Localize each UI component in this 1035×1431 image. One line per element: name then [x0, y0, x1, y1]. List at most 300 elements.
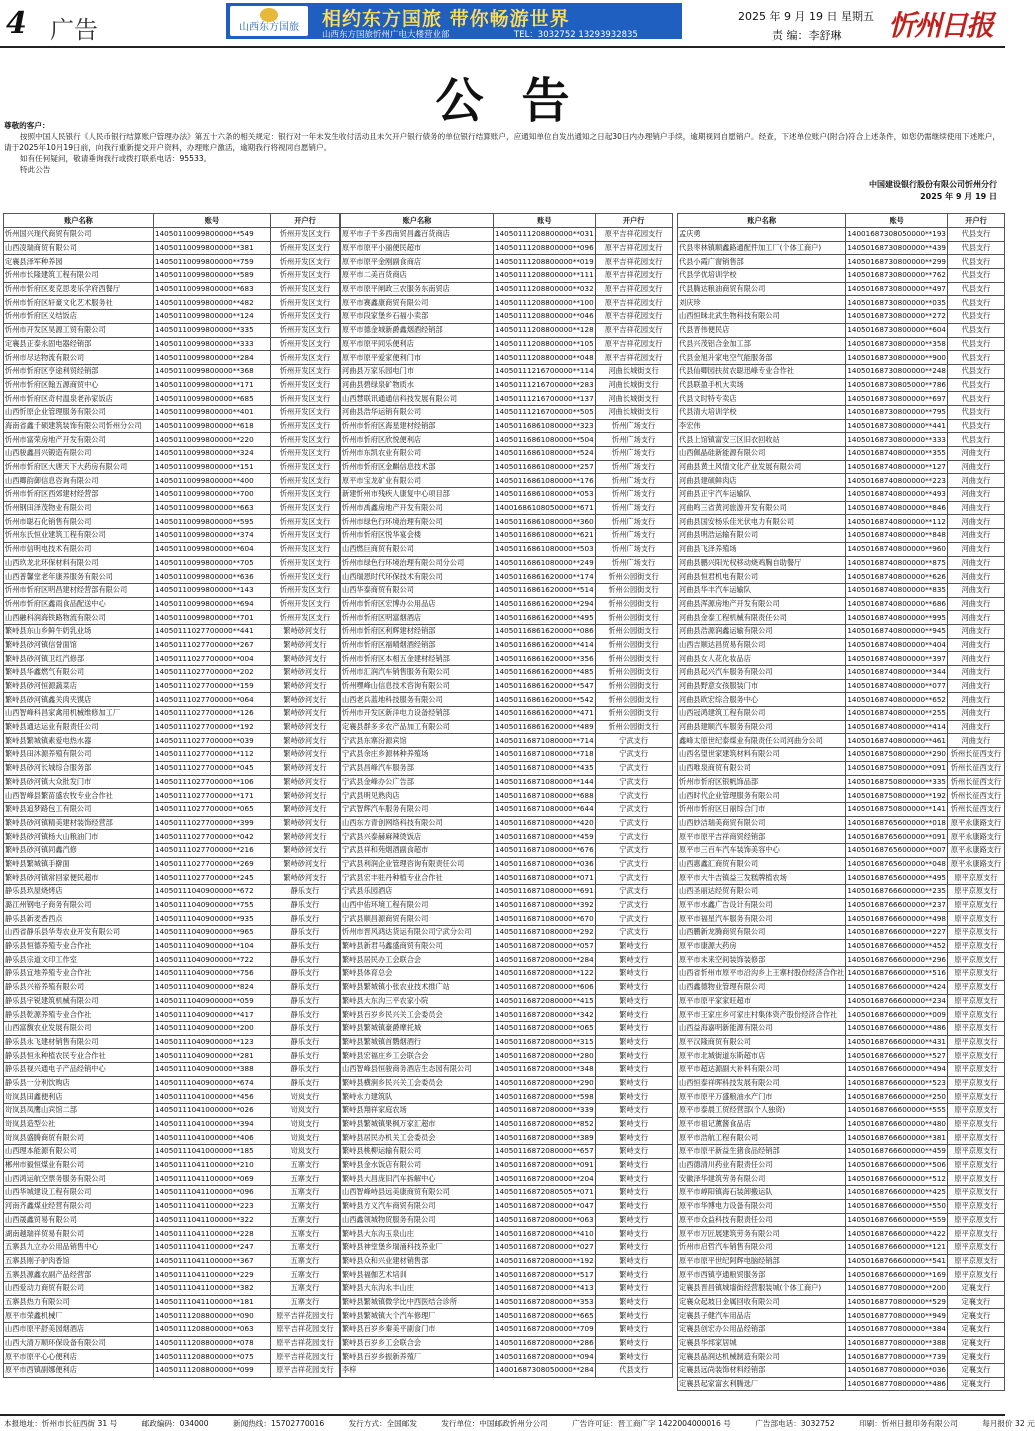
branch-name: 忻州广场支行: [595, 474, 672, 488]
account-number: 14050116871080000**459: [494, 830, 596, 844]
table-row: [341, 310, 673, 324]
table-row: [4, 1227, 340, 1241]
account-number: 14050116872080000**057: [494, 939, 596, 953]
table-row: [678, 364, 1005, 378]
branch-name: 河曲支行: [947, 460, 1004, 474]
branch-name: 静乐支行: [271, 1008, 340, 1022]
branch-name: 忻州长征西支行: [947, 761, 1004, 775]
branch-name: 五寨支行: [271, 1268, 340, 1282]
branch-name: 静乐支行: [271, 994, 340, 1008]
account-name: 岢岚县造型公社: [4, 1117, 154, 1131]
advert-banner: [226, 3, 682, 39]
account-name: 河曲县建硕鲜肉店: [678, 474, 846, 488]
account-number: 14050116861620000**356: [494, 652, 596, 666]
account-name: 忻州市忻府区明富烟酒店: [341, 611, 494, 625]
account-name: 静乐县乾源养殖专业合作社: [4, 1008, 154, 1022]
account-name: 静乐县玖屋烧烤店: [4, 885, 154, 899]
table-row: [341, 1309, 673, 1323]
account-number: 14050111040900000**200: [154, 1021, 271, 1035]
branch-name: 原平吉祥花园支行: [595, 269, 672, 283]
account-name: 鑫峰太原世纪泰煤业有限责任公司河曲分公司: [678, 734, 846, 748]
account-name: 忻州市忻府区银帆饰品部: [678, 775, 846, 789]
account-name: 潞江州钢电子商务有限公司: [4, 898, 154, 912]
account-name: 原平市赛鑫康商贸有限公司: [341, 296, 494, 310]
footer-ad-phone: 广告部电话：3032752: [755, 1419, 835, 1428]
account-name: 繁峙县砂河恒源蔬菜店: [4, 679, 154, 693]
account-number: 14050168765600000**091: [846, 830, 948, 844]
account-name: 山西恒昧北武生物科技有限公司: [678, 310, 846, 324]
branch-name: 宁武支行: [595, 748, 672, 762]
branch-name: 定襄支行: [947, 1350, 1004, 1364]
account-number: 14050110099800000**124: [154, 310, 271, 324]
branch-name: 原平吉祥花园支行: [271, 1336, 340, 1350]
account-number: 14050116871080000**036: [494, 857, 596, 871]
table-row: [341, 939, 673, 953]
account-number: 14050111027700000**159: [154, 679, 271, 693]
branch-name: 繁峙支行: [595, 1049, 672, 1063]
table-row: [4, 802, 340, 816]
account-number: 14050116861620000**294: [494, 597, 596, 611]
branch-name: 忻州开发区支行: [271, 405, 340, 419]
account-number: 14050168740800000**255: [846, 707, 948, 721]
account-number: 14050110099800000**759: [154, 255, 271, 269]
footer-address: 本报地址：忻州市长征西街 31 号: [4, 1419, 118, 1428]
branch-name: 宁武支行: [595, 898, 672, 912]
table-row: [341, 542, 673, 556]
table-row: [678, 460, 1005, 474]
table-row: [4, 529, 340, 543]
table-header-row: [4, 214, 340, 228]
account-name: 刘庆珍: [678, 296, 846, 310]
table-row: [678, 542, 1005, 556]
account-name: 山西爱动力商贸有限公司: [4, 1281, 154, 1295]
account-name: 岢岚县田鑫便利店: [4, 1090, 154, 1104]
account-number: 14050168740800000**848: [846, 529, 948, 543]
account-number: 14050116872080000**192: [494, 1254, 596, 1268]
account-name: 宁武县利润企业管理咨询有限责任公司: [341, 857, 494, 871]
account-name: 繁峙县居民办机关工会委员会: [341, 1131, 494, 1145]
account-number: 14050168765600000**018: [846, 816, 948, 830]
branch-name: 五寨支行: [271, 1158, 340, 1172]
table-row: [341, 802, 673, 816]
branch-name: 原平京原支行: [947, 953, 1004, 967]
table-row: [4, 351, 340, 365]
account-name: 繁峙县宏福庄乡工会联合会: [341, 1049, 494, 1063]
account-name: 忻州市忻府区明昌建材经营部有限公司: [4, 583, 154, 597]
account-name: 忻州市忻府区日丽综合门市: [678, 802, 846, 816]
table-row: [678, 734, 1005, 748]
branch-name: 繁峙支行: [595, 1021, 672, 1035]
account-number: 14050116861620000**471: [494, 707, 596, 721]
table-row: [678, 1377, 1005, 1391]
signature-block: [869, 179, 997, 203]
table-row: [678, 871, 1005, 885]
account-number: 14050168740800000**652: [846, 693, 948, 707]
account-number: 14050111040900000**281: [154, 1049, 271, 1063]
account-number: 14050111208800000**078: [154, 1336, 271, 1350]
branch-name: 忻州公园街支行: [595, 679, 672, 693]
branch-name: 宁武支行: [595, 885, 672, 899]
account-name: 繁峙县体育总会: [341, 967, 494, 981]
account-name: 山西华泰商贸有限公司: [341, 583, 494, 597]
account-name: 繁峙县百岁乡工会联合会: [341, 1336, 494, 1350]
account-name: 繁峙县百岁乡民兴关工会委员会: [341, 1008, 494, 1022]
account-name: 岢岚县盛腾商贸有限公司: [4, 1131, 154, 1145]
account-name: 原平市万匠展建筑劳务有限公司: [678, 1227, 846, 1241]
branch-name: 忻州公园街支行: [595, 638, 672, 652]
branch-name: 河曲支行: [947, 556, 1004, 570]
account-name: 忻州市聪石化销售有限公司: [4, 515, 154, 529]
account-number: 14050111041100000**229: [154, 1268, 271, 1282]
account-name: 湖南越瑞祥贸易有限公司: [4, 1227, 154, 1241]
table-row: [4, 405, 340, 419]
editor-credit: 责 编：李舒琳: [772, 29, 842, 42]
account-number: 14050110099800000**374: [154, 529, 271, 543]
account-name: 定襄县华邦家居城: [678, 1336, 846, 1350]
account-name: 李宏伟: [678, 419, 846, 433]
table-row: [4, 843, 340, 857]
account-name: 忻州市长隆建筑工程有限公司: [4, 269, 154, 283]
branch-name: 定襄支行: [947, 1364, 1004, 1378]
account-number: 14050116861080000**360: [494, 515, 596, 529]
table-row: [341, 296, 673, 310]
table-row: [678, 638, 1005, 652]
table-row: [4, 953, 340, 967]
table-row: [4, 1172, 340, 1186]
table-row: [4, 871, 340, 885]
issue-date: 2025 年 9 月 19 日 星期五: [738, 10, 874, 23]
branch-name: 原平吉祥花园支行: [271, 1350, 340, 1364]
account-number: 14050168740800000**127: [846, 460, 948, 474]
table-row: [341, 1295, 673, 1309]
account-number: 14050110099800000**220: [154, 433, 271, 447]
branch-name: 忻州开发区支行: [271, 447, 340, 461]
table-row: [341, 816, 673, 830]
branch-name: 原平京原支行: [947, 939, 1004, 953]
table-row: [341, 843, 673, 857]
branch-name: 忻州开发区支行: [271, 583, 340, 597]
account-number: 14050168766600000**498: [846, 912, 948, 926]
table-row: [341, 871, 673, 885]
account-number: 14050168766600000**480: [846, 1117, 948, 1131]
account-number: 14050168766600000**235: [846, 885, 948, 899]
account-name: 原平市原平家家旺超市: [678, 994, 846, 1008]
table-row: [341, 1076, 673, 1090]
account-name: 山西卿韵御信息咨询有限公司: [4, 474, 154, 488]
table-row: [678, 1186, 1005, 1200]
branch-name: 忻州公园街支行: [595, 611, 672, 625]
account-name: 静乐县视兴通电子产品经销中心: [4, 1062, 154, 1076]
account-number: 14050168765600000**048: [846, 857, 948, 871]
account-name: 静乐县一分利饮购店: [4, 1076, 154, 1090]
account-name: 原平市王家庄乡可家庄村集体资产股份经济合作社: [678, 1008, 846, 1022]
account-name: 河曲县国安杨乐佳光伏电力有限公司: [678, 515, 846, 529]
table-row: [678, 282, 1005, 296]
account-number: 14050116871080000**688: [494, 789, 596, 803]
table-row: [341, 748, 673, 762]
branch-name: 静乐支行: [271, 1076, 340, 1090]
account-number: 14050111041000000**456: [154, 1090, 271, 1104]
table-row: [678, 953, 1005, 967]
branch-name: 河曲支行: [947, 501, 1004, 515]
account-name: 繁峙县方义汽车商贸有限公司: [341, 1199, 494, 1213]
branch-name: 代县支行: [947, 296, 1004, 310]
contact-line: 如有任何疑问，敬请垂询我行或拨打联系电话：95533。: [20, 154, 212, 163]
account-number: 14050111208800000**063: [154, 1323, 271, 1337]
account-name: 山西大清万顺环保设备有限公司: [4, 1336, 154, 1350]
account-name: 山西妙洁瑞美商贸有限公司: [678, 816, 846, 830]
account-name: 山西智峰科昌家禽用机械维修加工厂: [4, 707, 154, 721]
branch-name: 原平吉祥花园支行: [271, 1309, 340, 1323]
account-number: 14050111040900000**417: [154, 1008, 271, 1022]
account-number: 14050168740800000**414: [846, 720, 948, 734]
account-name: 原平市原平同乐便利店: [341, 337, 494, 351]
table-row: [341, 1145, 673, 1159]
header-account-number: 账号: [154, 214, 271, 228]
table-row: [4, 611, 340, 625]
account-name: 山西东方青创网络科技有限公司: [341, 816, 494, 830]
account-name: 定襄县泽军种养园: [4, 255, 154, 269]
table-row: [341, 501, 673, 515]
branch-name: 河曲支行: [947, 666, 1004, 680]
branch-name: 忻州长征西支行: [947, 748, 1004, 762]
account-name: 忻州钢田泽茂物业有限公司: [4, 501, 154, 515]
table-row: [4, 378, 340, 392]
account-name: 繁峙县繁城镇大个汽车修理厂: [341, 1309, 494, 1323]
branch-name: 岢岚支行: [271, 1131, 340, 1145]
branch-name: 繁峙砂河支行: [271, 843, 340, 857]
account-number: 14050168740800000**945: [846, 624, 948, 638]
branch-name: 繁峙支行: [595, 1199, 672, 1213]
account-number: 14050168740800000**461: [846, 734, 948, 748]
branch-name: 代县支行: [947, 364, 1004, 378]
account-name: 山西理本能源有限公司: [4, 1145, 154, 1159]
account-name: 静乐县恒永种植农民专业合作社: [4, 1049, 154, 1063]
table-row: [4, 228, 340, 242]
account-number: 14050111041000000**026: [154, 1104, 271, 1118]
branch-name: 河曲支行: [947, 529, 1004, 543]
account-number: 14050111040900000**123: [154, 1035, 271, 1049]
account-number: 14050116872080000**348: [494, 1062, 596, 1076]
table-row: [341, 1186, 673, 1200]
account-number: 14050168740800000**835: [846, 583, 948, 597]
table-row: [341, 1323, 673, 1337]
account-number: 14050116872080000**091: [494, 1158, 596, 1172]
branch-name: 定襄支行: [947, 1336, 1004, 1350]
branch-name: 定襄支行: [947, 1377, 1004, 1391]
account-name: 山西慧联讯通通信科技发展有限公司: [341, 392, 494, 406]
table-row: [4, 1104, 340, 1118]
branch-name: 忻州长征西支行: [947, 789, 1004, 803]
account-name: 代县联盈手机大卖场: [678, 378, 846, 392]
account-name: 忻州国兴现代商贸有限公司: [4, 228, 154, 242]
table-row: [341, 1281, 673, 1295]
branch-name: 繁峙砂河支行: [271, 679, 340, 693]
table-row: [678, 926, 1005, 940]
footer-postcode: 邮政编码：034000: [141, 1419, 209, 1428]
account-number: 14050168750800000**290: [846, 748, 948, 762]
table-row: [678, 1090, 1005, 1104]
branch-name: 繁峙砂河支行: [271, 734, 340, 748]
account-number: 14050168730800000**358: [846, 337, 948, 351]
account-number: 14050111027700000**004: [154, 652, 271, 666]
account-name: 原平市超达源副大补料有限公司: [678, 1062, 846, 1076]
account-number: 14050116872080000**122: [494, 967, 596, 981]
branch-name: 繁峙砂河支行: [271, 707, 340, 721]
branch-name: 静乐支行: [271, 939, 340, 953]
account-name: 河曲县恒君机电有限公司: [678, 570, 846, 584]
branch-name: 忻州公园街支行: [595, 624, 672, 638]
branch-name: 忻州广场支行: [595, 542, 672, 556]
account-number: 14050168770800000**739: [846, 1350, 948, 1364]
account-number: 14050110099800000**324: [154, 447, 271, 461]
account-number: 14050116871080000**392: [494, 898, 596, 912]
account-name: 繁峙县砂河长城综合服务部: [4, 761, 154, 775]
account-name: 忻州市绿色行环境治理有限公司分公司: [341, 556, 494, 570]
account-number: 14050116872080000**315: [494, 1035, 596, 1049]
page-header: [0, 0, 1005, 48]
notice-body: 按照中国人民银行《人民币银行结算账户管理办法》第五十六条的相关规定：银行对一年未发生收付活动且未欠开户银行债务的单位银行结算账户，应通知单位自发出通知之日起30日内办理销户手续，逾期视同自愿销户。经查，下述单位账户(附合)符合上述条件，如您仍需继续使用下述账户，请于2025年10月19日前，向我行重新提交开户资料，办理账户激活，逾期我行将视同自愿销户。: [4, 132, 1000, 152]
branch-name: 原平京原支行: [947, 1158, 1004, 1172]
table-row: [678, 666, 1005, 680]
header-account-number: 账号: [846, 214, 948, 228]
branch-name: 河曲支行: [947, 542, 1004, 556]
account-number: 14050116872080000**852: [494, 1117, 596, 1131]
table-row: [678, 241, 1005, 255]
account-name: 河南齐鑫煤业经营有限公司: [4, 1199, 154, 1213]
account-name: 山西惠鑫汇商贸有限公司: [678, 857, 846, 871]
table-row: [678, 378, 1005, 392]
branch-name: 原平京原支行: [947, 1145, 1004, 1159]
account-name: 忻州市忻府区海星建材经销部: [341, 419, 494, 433]
account-number: 14050168766600000**486: [846, 1021, 948, 1035]
table-row: [4, 419, 340, 433]
table-row: [341, 1254, 673, 1268]
account-name: 忻州市信明电技术有限公司: [4, 542, 154, 556]
table-row: [678, 583, 1005, 597]
account-number: 14050116861620000**174: [494, 570, 596, 584]
branch-name: 五寨支行: [271, 1186, 340, 1200]
account-number: 14050111208800000**032: [494, 282, 596, 296]
branch-name: 原平吉祥花园支行: [595, 282, 672, 296]
account-number: 14050111040900000**824: [154, 980, 271, 994]
signature-org: 中国建设银行股份有限公司忻州分行: [869, 180, 997, 189]
table-row: [341, 693, 673, 707]
branch-name: 繁峙支行: [595, 1008, 672, 1022]
table-row: [678, 748, 1005, 762]
table-row: [341, 679, 673, 693]
header-account-name: 账户名称: [678, 214, 846, 228]
account-name: 繁峙县通达运业有限责任公司: [4, 720, 154, 734]
branch-name: 代县支行: [947, 310, 1004, 324]
account-name: 代县学优培训学校: [678, 269, 846, 283]
account-name: 河曲县金泰工程机械有限责任公司: [678, 611, 846, 625]
branch-name: 河曲支行: [947, 611, 1004, 625]
account-name: 山西鸿运航空票务服务有限公司: [4, 1172, 154, 1186]
table-row: [678, 529, 1005, 543]
branch-name: 忻州广场支行: [595, 529, 672, 543]
table-row: [4, 994, 340, 1008]
account-name: 山西鑫领城物贸服务有限公司: [341, 1213, 494, 1227]
account-number: 14050111041100000**247: [154, 1240, 271, 1254]
account-number: 14050168766600000**516: [846, 967, 948, 981]
account-number: 14050116861080000**257: [494, 460, 596, 474]
table-row: [678, 1254, 1005, 1268]
account-name: 原平市泰晨工贸经营部(个人独资): [678, 1104, 846, 1118]
branch-name: 繁峙支行: [595, 1172, 672, 1186]
banner-phone: TEL：3032752 13293932835: [514, 30, 638, 40]
account-number: 14050111041100000**228: [154, 1227, 271, 1241]
account-name: 原平市原平心心便利店: [4, 1350, 154, 1364]
table-row: [678, 967, 1005, 981]
table-row: [341, 515, 673, 529]
account-name: 定襄县正泰永固电器经销部: [4, 337, 154, 351]
table-row: [4, 1076, 340, 1090]
branch-name: 宁武支行: [595, 802, 672, 816]
branch-name: 繁峙砂河支行: [271, 720, 340, 734]
branch-name: 原平永康路支行: [947, 857, 1004, 871]
table-row: [678, 843, 1005, 857]
account-number: 14050111027700000**202: [154, 666, 271, 680]
branch-name: 繁峙支行: [595, 1062, 672, 1076]
account-table-2: [340, 213, 673, 1378]
account-number: 14050168766600000**541: [846, 1254, 948, 1268]
account-name: 忻州市尽达物流有限公司: [4, 351, 154, 365]
account-number: 14050111040900000**935: [154, 912, 271, 926]
account-number: 14050116872080000**415: [494, 994, 596, 1008]
branch-name: 原平京原支行: [947, 1131, 1004, 1145]
table-row: [341, 282, 673, 296]
account-name: 宁武智辉汽车服务有限公司: [341, 802, 494, 816]
table-row: [4, 323, 340, 337]
table-row: [341, 474, 673, 488]
account-number: 14050116861080000**053: [494, 488, 596, 502]
table-row: [4, 857, 340, 871]
account-number: 14050110099800000**381: [154, 241, 271, 255]
table-row: [678, 1240, 1005, 1254]
newspaper-masthead: 忻州日报: [888, 9, 993, 42]
branch-name: 原平永康路支行: [947, 816, 1004, 830]
branch-name: 河曲长城街支行: [595, 405, 672, 419]
branch-name: 原平京原支行: [947, 885, 1004, 899]
table-row: [341, 323, 673, 337]
branch-name: 河曲长城街支行: [595, 364, 672, 378]
branch-name: 五寨支行: [271, 1281, 340, 1295]
branch-name: 繁峙支行: [595, 1145, 672, 1159]
table-row: [4, 1145, 340, 1159]
branch-name: 代县支行: [947, 337, 1004, 351]
table-row: [678, 570, 1005, 584]
branch-name: 忻州开发区支行: [271, 364, 340, 378]
branch-name: 原平吉祥花园支行: [595, 228, 672, 242]
account-number: 14050111041100000**223: [154, 1199, 271, 1213]
account-name: 繁峙县福伽艺术培训: [341, 1268, 494, 1282]
account-name: 河曲县建顺汽车服务有限公司: [678, 720, 846, 734]
account-number: 14050116871080000**292: [494, 926, 596, 940]
branch-name: 原平京原支行: [947, 1008, 1004, 1022]
account-number: 14050116861620000**514: [494, 583, 596, 597]
account-name: 河曲县浑源房地产开发有限公司: [678, 597, 846, 611]
branch-name: 代县支行: [947, 241, 1004, 255]
account-number: 14050116871080000**144: [494, 775, 596, 789]
account-name: 代县小霞广窗销售部: [678, 255, 846, 269]
account-name: 静乐县宗道文印工作室: [4, 953, 154, 967]
account-name: 定襄县晶润达机械制造有限公司: [678, 1350, 846, 1364]
account-number: 14050116872080000**657: [494, 1145, 596, 1159]
account-name: 忻州市忻府区本相五金建材经销部: [341, 652, 494, 666]
account-number: 14050168740800000**404: [846, 638, 948, 652]
table-row: [4, 1281, 340, 1295]
